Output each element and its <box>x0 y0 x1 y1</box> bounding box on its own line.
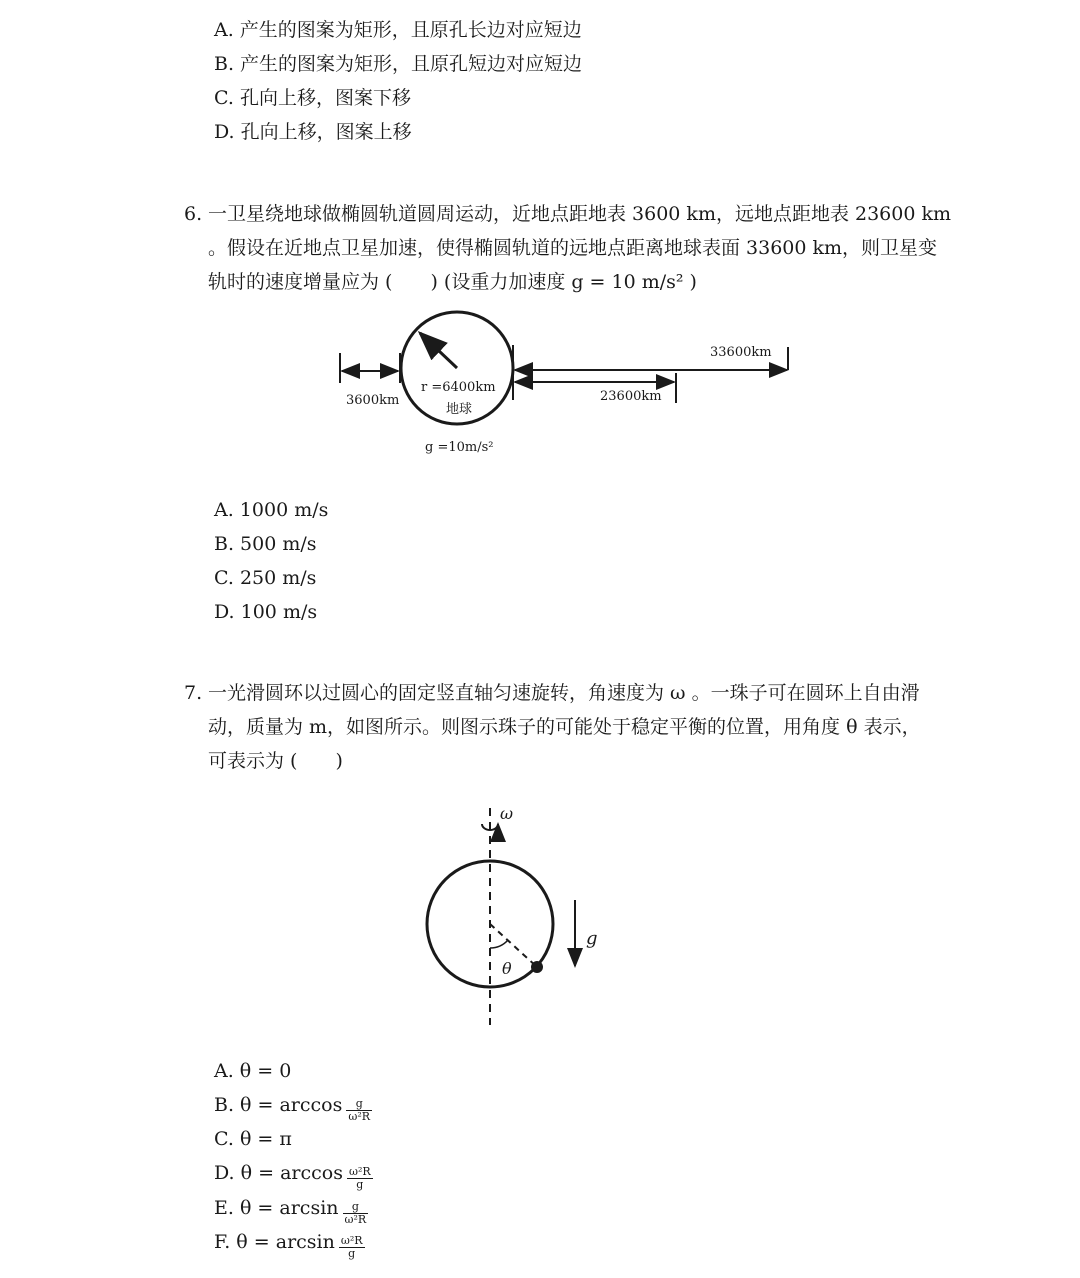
earth-label: 地球 <box>446 402 473 417</box>
q6-orbit-figure <box>330 305 800 465</box>
gravity-label: g =10m/s² <box>425 440 494 455</box>
gravity-label: g <box>586 928 598 949</box>
q6-option-b: B. 500 m/s <box>214 533 317 555</box>
omega-label: ω <box>500 804 514 823</box>
far-distance-2-label: 33600km <box>710 345 772 360</box>
q6-option-d: D. 100 m/s <box>214 601 318 623</box>
radius-label: r =6400km <box>421 380 496 395</box>
radius-arrow <box>420 333 457 368</box>
q6-option-c: C. 250 m/s <box>214 567 317 589</box>
q7-option-d: D. θ = arccos $\frac{\text{ω²R}}{g}$ <box>214 1162 371 1191</box>
q5-option-b: B. 产生的图案为矩形，且原孔短边对应短边 <box>214 53 583 75</box>
q7-option-e: E. θ = arcsin $\frac{g}{\text{ω²R}}$ <box>214 1197 367 1226</box>
q7-ring-figure <box>420 800 620 1030</box>
bead <box>531 961 543 973</box>
q7-number: 7. <box>184 682 203 704</box>
q5-option-c: C. 孔向上移，图案下移 <box>214 87 411 109</box>
q7-text-line-1: 一光滑圆环以过圆心的固定竖直轴匀速旋转，角速度为 ω 。一珠子可在圆环上自由滑 <box>208 682 920 704</box>
q6-text-line-2: 。假设在近地点卫星加速，使得椭圆轨道的远地点距离地球表面 33600 km，则卫星变 <box>208 237 938 259</box>
q7-option-f: F. θ = arcsin $\frac{\text{ω²R}}{g}$ <box>214 1231 363 1260</box>
q7-option-c: C. θ = π <box>214 1128 292 1150</box>
bead-radius <box>490 924 537 967</box>
q6-option-a: A. 1000 m/s <box>214 499 329 521</box>
q6-text-line-3: 轨时的速度增量应为 ( ) (设重力加速度 g = 10 m/s² ) <box>208 271 697 293</box>
q5-option-a: A. 产生的图案为矩形，且原孔长边对应短边 <box>214 19 582 41</box>
q7-text-line-2: 动，质量为 m，如图所示。则图示珠子的可能处于稳定平衡的位置，用角度 θ 表示， <box>208 716 921 738</box>
theta-label: θ <box>502 959 512 978</box>
q5-option-d: D. 孔向上移，图案上移 <box>214 121 412 143</box>
q7-option-b: B. θ = arccos $\frac{g}{\text{ω²R}}$ <box>214 1094 371 1123</box>
q7-option-a: A. θ = 0 <box>214 1060 292 1082</box>
left-distance-label: 3600km <box>346 393 400 408</box>
q6-text-line-1: 一卫星绕地球做椭圆轨道圆周运动，近地点距地表 3600 km，远地点距地表 23600 km <box>208 203 952 225</box>
q6-number: 6. <box>184 203 203 225</box>
theta-arc <box>490 940 508 948</box>
q7-text-line-3: 可表示为 ( ) <box>208 750 343 772</box>
far-distance-1-label: 23600km <box>600 389 662 404</box>
